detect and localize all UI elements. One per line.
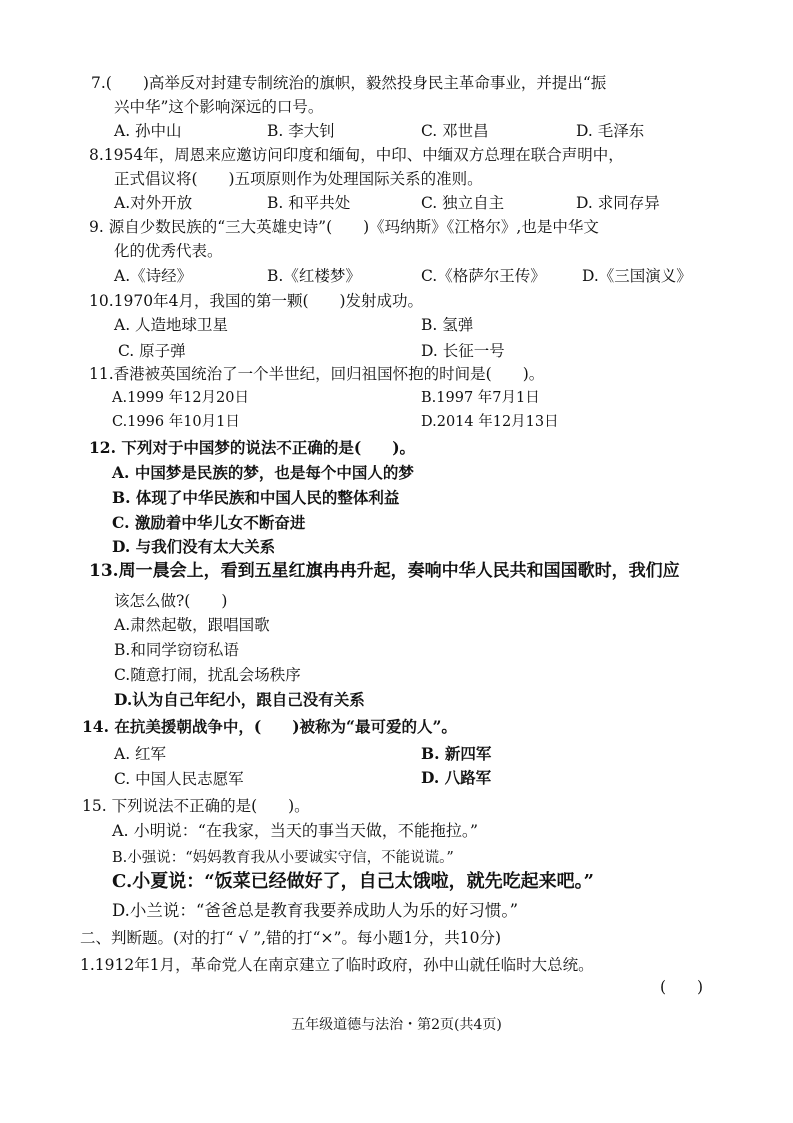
question-13-option-c: C.随意打闹，扰乱会场秩序 [114,666,301,684]
question-12-option-a: A. 中国梦是民族的梦，也是每个中国人的梦 [112,463,414,482]
question-8-line-1: 8.1954年，周恩来应邀访问印度和缅甸，中印、中缅双方总理在联合声明中， [89,146,624,164]
question-13-line-2: 该怎么做?( ) [114,592,228,610]
question-11-stem: 11.香港被英国统治了一个半世纪，回归祖国怀抱的时间是( )。 [89,365,545,383]
question-10-option-b: B. 氢弹 [421,316,474,334]
question-9-option-b: B.《红楼梦》 [267,267,361,285]
judgement-question-1: 1.1912年1月，革命党人在南京建立了临时政府，孙中山就任临时大总统。 [80,956,594,974]
question-11-option-d: D.2014 年12月13日 [421,414,559,430]
question-8-line-2: 正式倡议将( )五项原则作为处理国际关系的准则。 [114,170,483,188]
question-8-option-b: B. 和平共处 [267,194,351,212]
question-11-option-a: A.1999 年12月20日 [112,390,249,406]
question-7-line-1: 7.( )高举反对封建专制统治的旗帜，毅然投身民主革命事业，并提出“振 [91,74,607,92]
question-8-option-a: A.对外开放 [114,194,193,212]
question-14-option-b: B. 新四军 [421,744,492,763]
page-footer: 五年级道德与法治・第2页(共4页) [291,1017,502,1033]
question-10-stem: 10.1970年4月，我国的第一颗( )发射成功。 [89,292,424,310]
question-9-option-d: D.《三国演义》 [582,267,692,285]
question-12-option-b: B. 体现了中华民族和中国人民的整体利益 [112,488,400,507]
section-2-heading: 二、判断题。(对的打“ √ ”,错的打“×”。每小题1分，共10分) [80,929,502,947]
question-7-option-a: A. 孙中山 [114,122,182,140]
question-15-option-c: C.小夏说：“饭菜已经做好了，自己太饿啦，就先吃起来吧。” [112,871,594,892]
question-13-option-b: B.和同学窃窃私语 [114,641,239,659]
question-7-line-2: 兴中华”这个影响深远的口号。 [114,98,324,116]
question-14-stem: 14. 在抗美援朝战争中，( )被称为“最可爱的人”。 [82,717,457,736]
question-11-option-b: B.1997 年7月1日 [421,390,540,406]
judgement-question-1-blank: ( ) [660,978,704,996]
question-7-option-b: B. 李大钊 [267,122,335,140]
question-8-option-d: D. 求同存异 [576,194,660,212]
question-13-option-a: A.肃然起敬，跟唱国歌 [114,616,270,634]
question-10-option-d: D. 长征一号 [421,342,505,360]
question-10-option-a: A. 人造地球卫星 [114,316,229,334]
question-12-option-c: C. 激励着中华儿女不断奋进 [112,513,306,532]
question-12-option-d: D. 与我们没有太大关系 [112,537,276,556]
question-15-stem: 15. 下列说法不正确的是( )。 [82,797,310,815]
question-9-line-2: 化的优秀代表。 [114,242,223,260]
question-9-option-c: C.《格萨尔王传》 [421,267,546,285]
question-11-option-c: C.1996 年10月1日 [112,414,240,430]
question-12-stem: 12. 下列对于中国梦的说法不正确的是( )。 [89,438,416,457]
question-7-option-d: D. 毛泽东 [576,122,645,140]
question-8-option-c: C. 独立自主 [421,194,505,212]
question-15-option-b: B.小强说：“妈妈教育我从小要诚实守信，不能说谎。” [112,850,454,866]
question-7-option-c: C. 邓世昌 [421,122,489,140]
question-15-option-d: D.小兰说：“爸爸总是教育我要养成助人为乐的好习惯。” [112,901,519,920]
question-9-line-1: 9. 源自少数民族的“三大英雄史诗”( )《玛纳斯》《江格尔》,也是中华文 [89,218,599,236]
question-14-option-c: C. 中国人民志愿军 [114,770,244,788]
question-14-option-a: A. 红军 [114,745,167,763]
question-15-option-a: A. 小明说：“在我家，当天的事当天做，不能拖拉。” [112,821,479,840]
question-10-option-c: C. 原子弹 [118,342,186,360]
question-13-line-1: 13.周一晨会上，看到五星红旗冉冉升起，奏响中华人民共和国国歌时，我们应 [89,561,680,581]
question-9-option-a: A.《诗经》 [114,267,193,285]
question-13-option-d: D.认为自己年纪小，跟自己没有关系 [114,690,365,709]
question-14-option-d: D. 八路军 [421,768,492,787]
